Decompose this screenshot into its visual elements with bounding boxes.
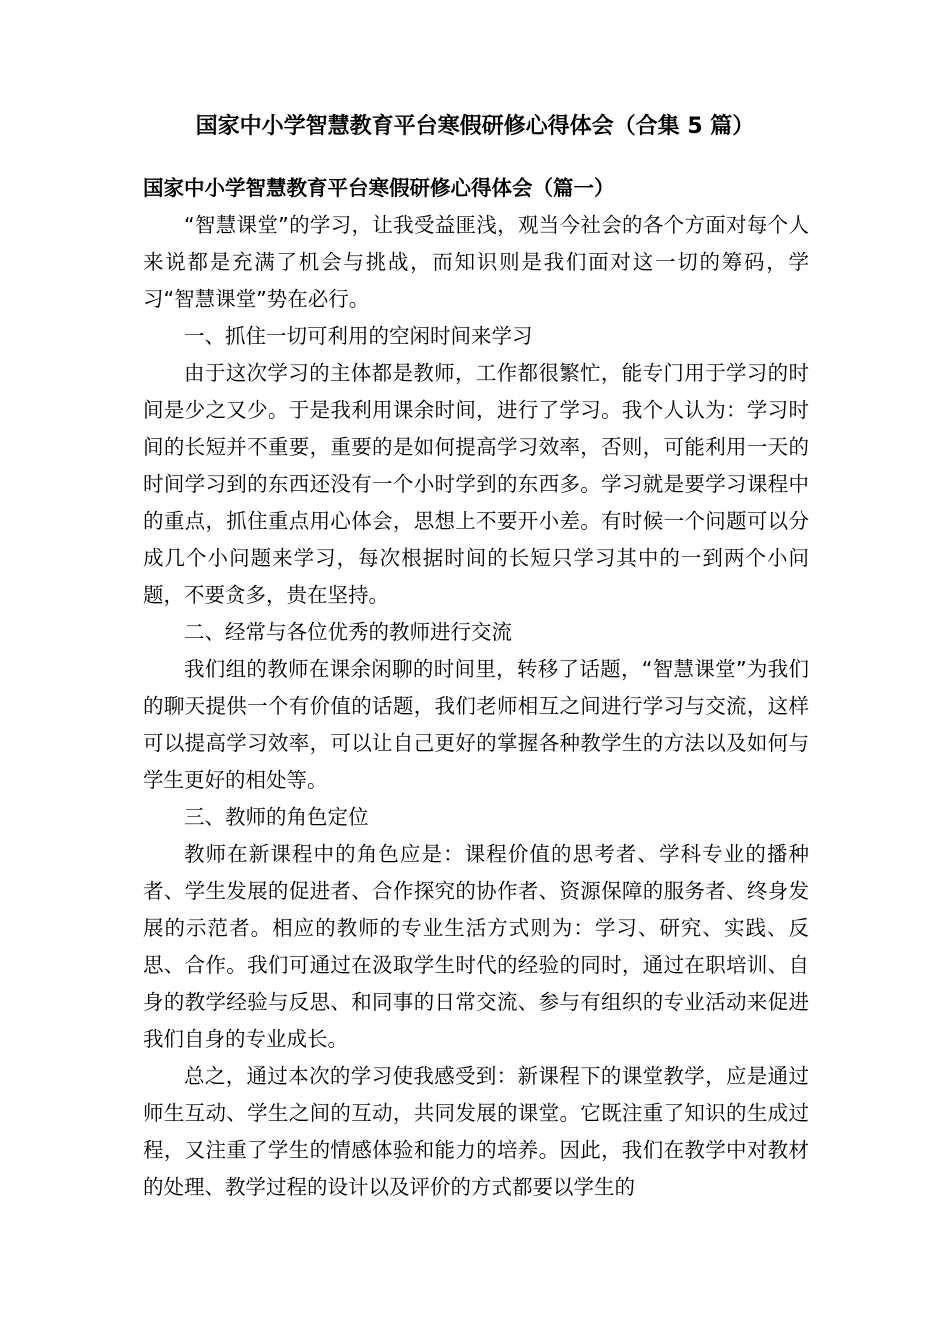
document-body — [143, 170, 809, 1206]
document-title: 国家中小学智慧教育平台寒假研修心得体会（合集 5 篇） — [195, 114, 755, 139]
paragraph-intro: “智慧课堂”的学习，让我受益匪浅，观当今社会的各个方面对每个人来说都是充满了机会与挑战，而知识则是我们面对这一切的筹码，学习“智慧课堂”势在必行。 — [143, 213, 809, 311]
paragraph-summary: 总之，通过本次的学习使我感受到：新课程下的课堂教学，应是通过师生互动、学生之间的互动，共同发展的课堂。它既注重了知识的生成过程，又注重了学生的情感体验和能力的培养。因此，我们在教学中对教材的处理、教学过程的设计以及评价的方式都要以学生的 — [143, 1064, 809, 1199]
paragraph-teacher-role: 教师在新课程中的角色应是：课程价值的思考者、学科专业的播种者、学生发展的促进者、合作探究的协作者、资源保障的服务者、终身发展的示范者。相应的教师的专业生活方式则为：学习、研究、实践、反思、合作。我们可通过在汲取学生时代的经验的同时，通过在职培训、自身的教学经验与反思、和同事的日常交流、参与有组织的专业活动来促进我们自身的专业成长。 — [143, 842, 809, 1051]
paragraph-study-time: 由于这次学习的主体都是教师，工作都很繁忙，能专门用于学习的时间是少之又少。于是我利用课余时间，进行了学习。我个人认为：学习时间的长短并不重要，重要的是如何提高学习效率，否则，可能利用一天的时间学习到的东西还没有一个小时学到的东西多。学习就是要学习课程中的重点，抓住重点用心体会，思想上不要开小差。有时候一个问题可以分成几个小问题来学习，每次根据时间的长短只学习其中的一到两个小问题，不要贪多，贵在坚持。 — [143, 361, 809, 607]
section-title: 国家中小学智慧教育平台寒假研修心得体会（篇一） — [143, 176, 615, 200]
heading-two: 二、经常与各位优秀的教师进行交流 — [184, 620, 512, 644]
heading-one: 一、抓住一切可利用的空闲时间来学习 — [184, 324, 533, 348]
paragraph-communication: 我们组的教师在课余闲聊的时间里，转移了话题，“智慧课堂”为我们的聊天提供一个有价值的话题，我们老师相互之间进行学习与交流，这样可以提高学习效率，可以让自己更好的掌握各种教学生的方法以及如何与学生更好的相处等。 — [143, 657, 809, 792]
heading-three: 三、教师的角色定位 — [184, 805, 369, 829]
